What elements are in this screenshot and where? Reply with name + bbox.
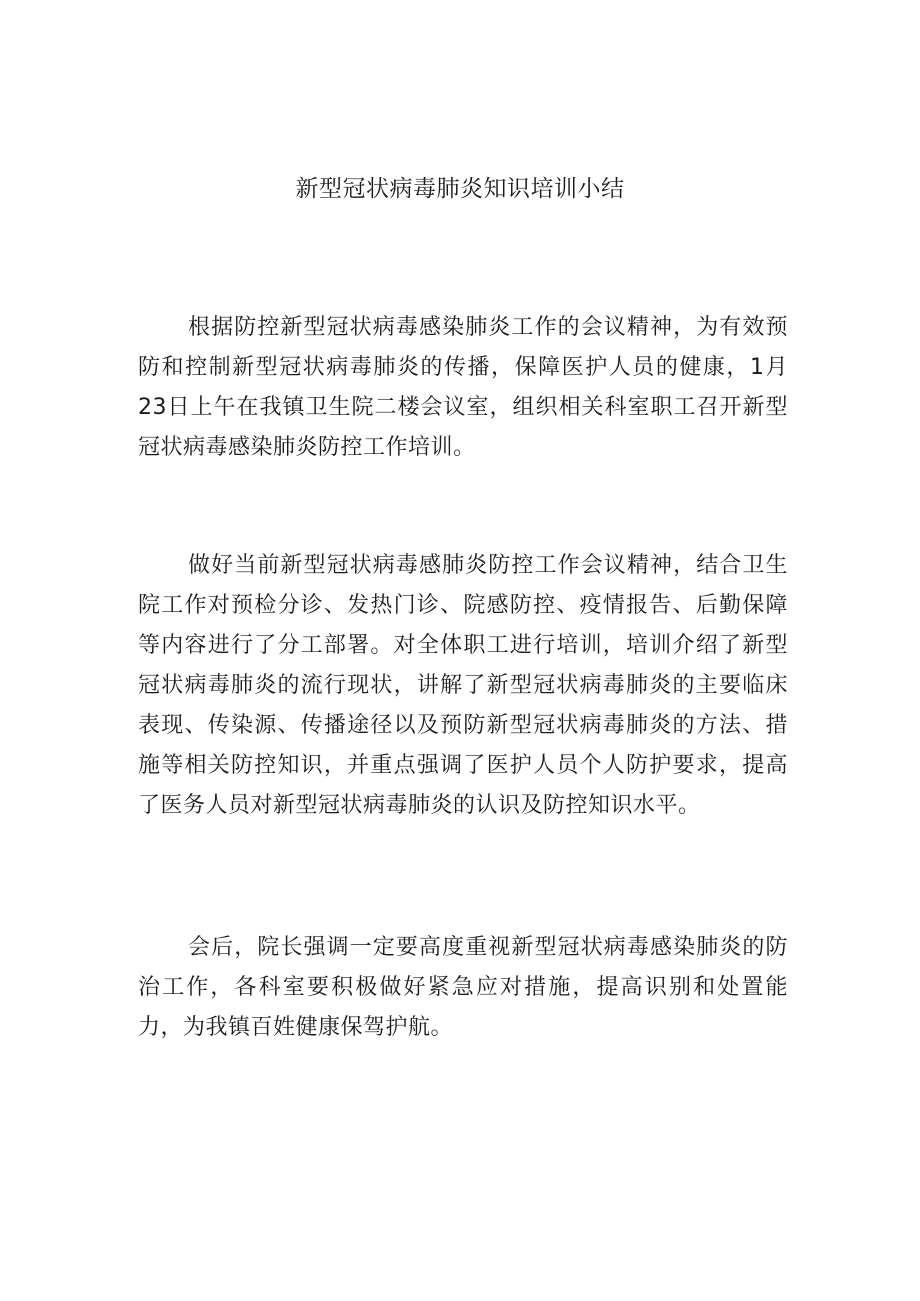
document-title: 新型冠状病毒肺炎知识培训小结 [295, 176, 625, 202]
paragraph-3: 会后，院长强调一定要高度重视新型冠状病毒感染肺炎的防治工作，各科室要积极做好紧急应对措施，提高识别和处置能力，为我镇百姓健康保驾护航。 [138, 935, 788, 1040]
paragraph-1: 根据防控新型冠状病毒感染肺炎工作的会议精神，为有效预防和控制新型冠状病毒肺炎的传播，保障医护人员的健康，1月23日上午在我镇卫生院二楼会议室，组织相关科室职工召开新型冠状病毒感染肺炎防控工作培训。 [138, 315, 788, 460]
paragraph-2: 做好当前新型冠状病毒感肺炎防控工作会议精神，结合卫生院工作对预检分诊、发热门诊、院感防控、疫情报告、后勤保障等内容进行了分工部署。对全体职工进行培训，培训介绍了新型冠状病毒肺炎的流行现状，讲解了新型冠状病毒肺炎的主要临床表现、传染源、传播途径以及预防新型冠状病毒肺炎的方法、措施等相关防控知识，并重点强调了医护人员个人防护要求，提高了医务人员对新型冠状病毒肺炎的认识及防控知识水平。 [138, 553, 788, 818]
